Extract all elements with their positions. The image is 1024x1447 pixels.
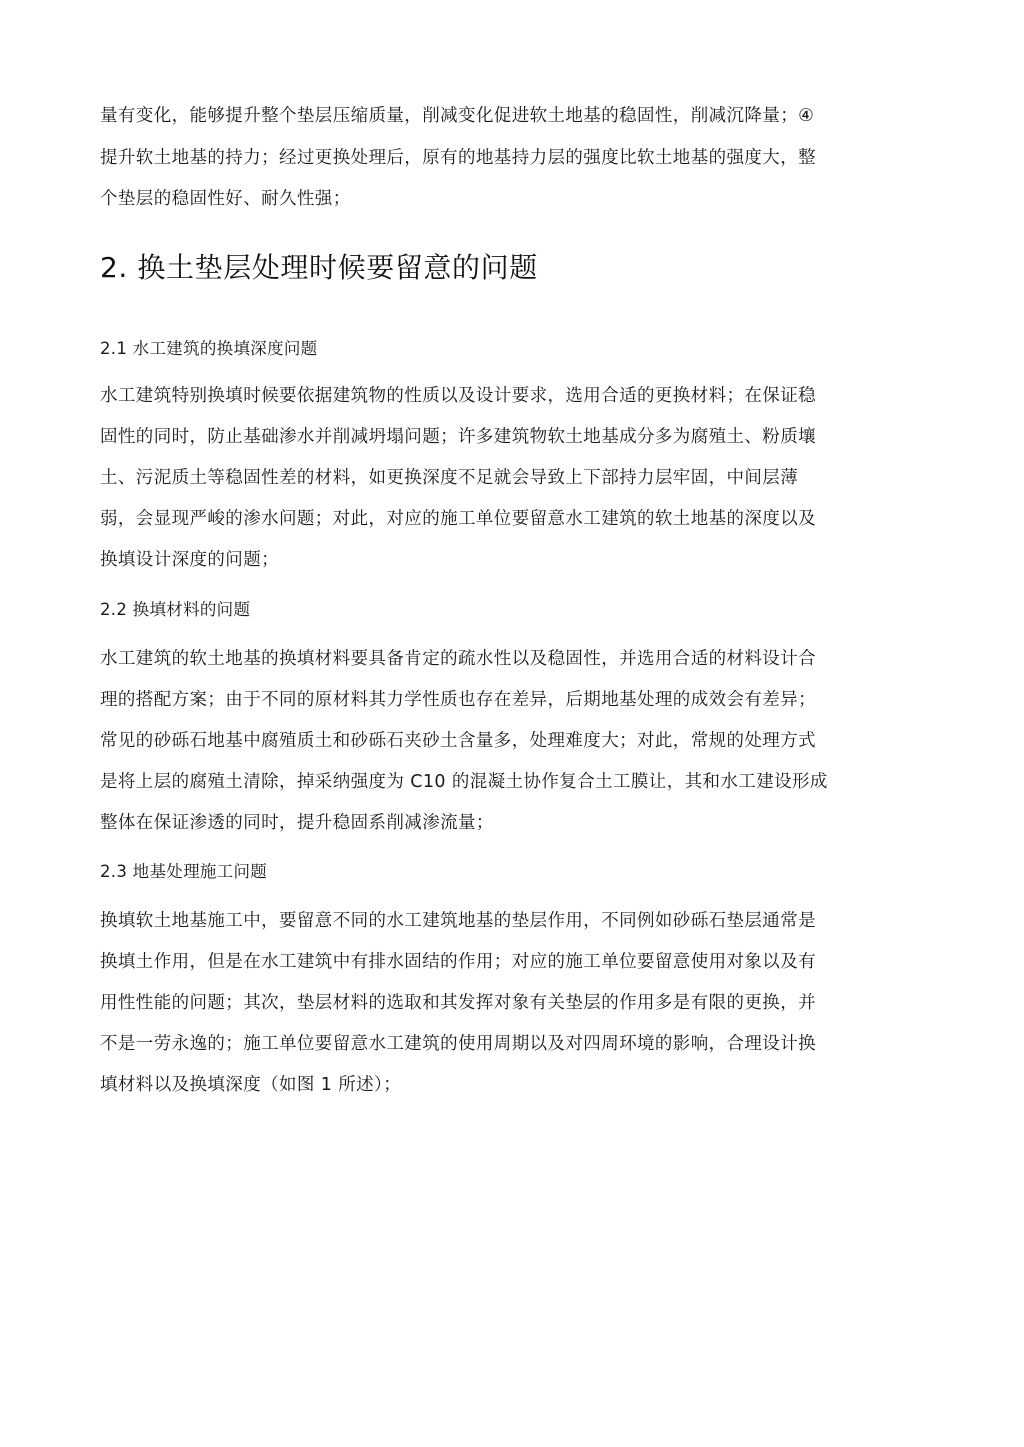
section-2-heading: 2. 换土垫层处理时候要留意的问题 xyxy=(100,251,538,284)
sub1-line-2: 固性的同时，防止基础渗水并削减坍塌问题；许多建筑物软土地基成分多为腐殖土、粉质壤 xyxy=(100,427,816,447)
sub1-line-3: 土、污泥质土等稳固性差的材料，如更换深度不足就会导致上下部持力层牢固，中间层薄 xyxy=(100,468,799,488)
sub2-line-5: 整体在保证渗透的同时，提升稳固系削减渗流量； xyxy=(100,813,494,833)
intro-line-2: 提升软土地基的持力；经过更换处理后，原有的地基持力层的强度比软土地基的强度大，整 xyxy=(100,148,816,168)
sub2-line-1: 水工建筑的软土地基的换填材料要具备肯定的疏水性以及稳固性，并选用合适的材料设计合 xyxy=(100,649,816,669)
sub2-line-4: 是将上层的腐殖土清除，掉采纳强度为 C10 的混凝土协作复合土工膜让，其和水工建设形成 xyxy=(100,772,828,792)
sub3-line-4: 不是一劳永逸的；施工单位要留意水工建筑的使用周期以及对四周环境的影响，合理设计换 xyxy=(100,1034,816,1054)
intro-line-3: 个垫层的稳固性好、耐久性强； xyxy=(100,189,351,209)
subsection-2-2-heading: 2.2 换填材料的问题 xyxy=(100,600,251,619)
sub3-line-2: 换填土作用，但是在水工建筑中有排水固结的作用；对应的施工单位要留意使用对象以及有 xyxy=(100,952,816,972)
sub1-line-5: 换填设计深度的问题； xyxy=(100,550,279,570)
intro-line-1: 量有变化，能够提升整个垫层压缩质量，削减变化促进软土地基的稳固性，削减沉降量；④ xyxy=(100,106,815,126)
sub2-line-2: 理的搭配方案；由于不同的原材料其力学性质也存在差异，后期地基处理的成效会有差异； xyxy=(100,690,816,710)
subsection-2-1-heading: 2.1 水工建筑的换填深度问题 xyxy=(100,339,318,358)
sub1-line-1: 水工建筑特别换填时候要依据建筑物的性质以及设计要求，选用合适的更换材料；在保证稳 xyxy=(100,386,816,406)
sub3-line-3: 用性性能的问题；其次，垫层材料的选取和其发挥对象有关垫层的作用多是有限的更换，并 xyxy=(100,993,816,1013)
sub1-line-4: 弱，会显现严峻的渗水问题；对此，对应的施工单位要留意水工建筑的软土地基的深度以及 xyxy=(100,509,816,529)
subsection-2-3-heading: 2.3 地基处理施工问题 xyxy=(100,862,268,881)
sub3-line-1: 换填软土地基施工中，要留意不同的水工建筑地基的垫层作用，不同例如砂砾石垫层通常是 xyxy=(100,911,816,931)
sub3-line-5: 填材料以及换填深度（如图 1 所述）； xyxy=(100,1075,402,1095)
sub2-line-3: 常见的砂砾石地基中腐殖质土和砂砾石夹砂土含量多，处理难度大；对此，常规的处理方式 xyxy=(100,731,816,751)
